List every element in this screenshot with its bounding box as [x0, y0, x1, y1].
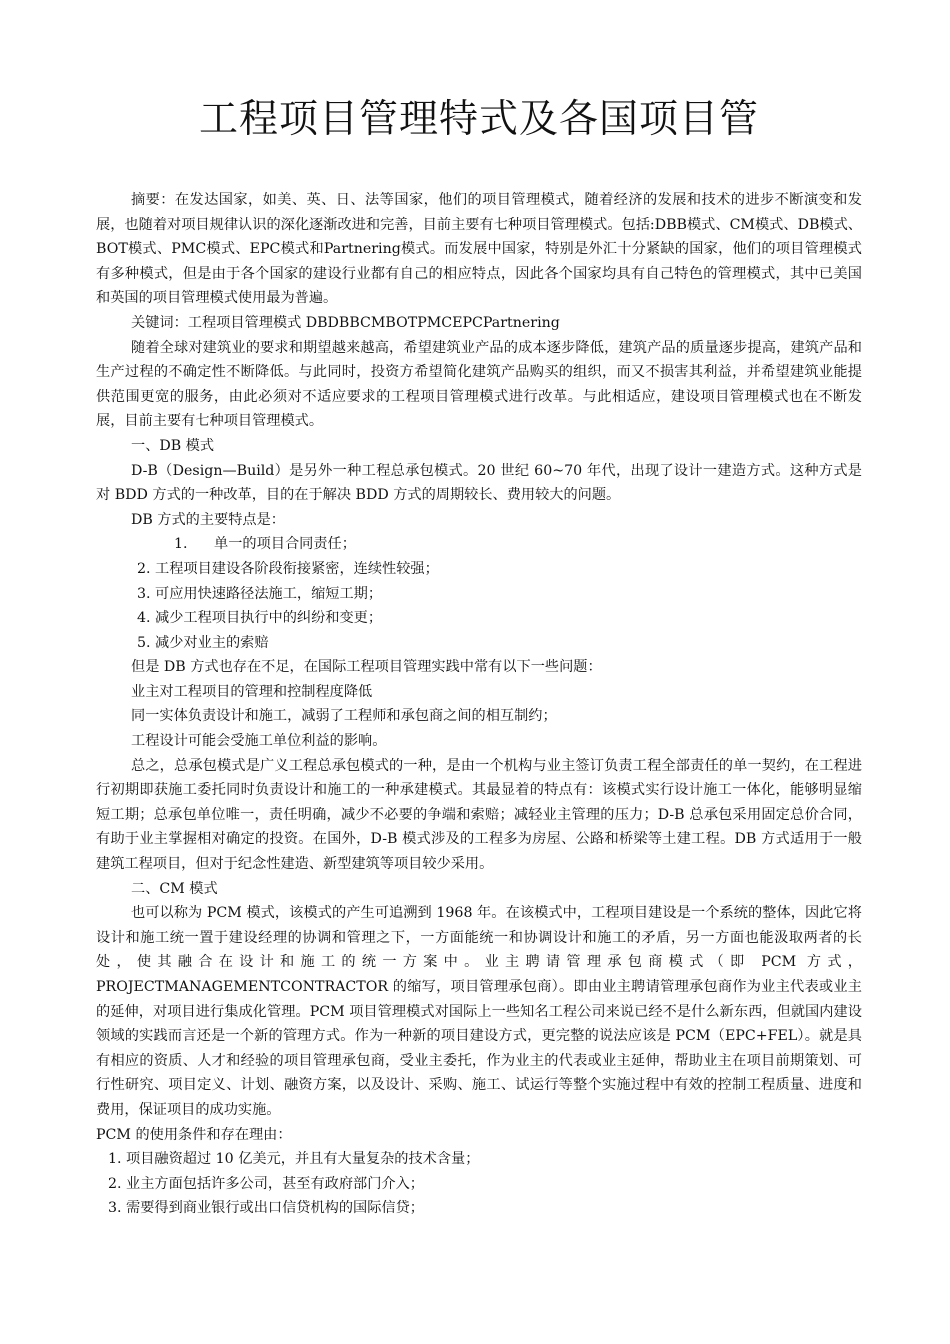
list-item: 3. 可应用快速路径法施工，缩短工期；	[137, 585, 383, 602]
list-item: 1. 项目融资超过 10 亿美元，并且有大量复杂的技术含量；	[108, 1151, 480, 1168]
intro-paragraph: 随着全球对建筑业的要求和期望越来越高，希望建筑业产品的成本逐步降低，建筑产品的质量逐步提高，建筑产品和生产过程的不确定性不断降低。与此同时，投资方希望简化建筑产品购买的组织，而又不损害其利益，并希望建筑业能提供范围更宽的服务，由此必须对不适应要求的工程项目管理模式进行改革。与此相适应，建设项目管理模式也在不断发展，目前主要有七种项目管理模式。	[96, 339, 862, 430]
list-item: 1. 单一的项目合同责任；	[174, 536, 356, 553]
list-item: 5. 减少对业主的索赔	[137, 634, 269, 651]
cm-conditions-intro: PCM 的使用条件和存在理由：	[96, 1126, 292, 1143]
list-item: 2. 业主方面包括许多公司，甚至有政府部门介入；	[108, 1175, 424, 1192]
document-page	[96, 94, 862, 1221]
cm-paragraph: 也可以称为 PCM 模式，该模式的产生可追溯到 1968 年。在该模式中，工程项目建设是一个系统的整体，因此它将设计和施工统一置于建设经理的协调和管理之下，一方面能统一和协调设计和施工的矛盾，另一方面也能汲取两者的长处，使其融合在设计和施工的统一方案中。业主聘请管理承包商模式（即 PCM 方式，PROJECTMANAGEMENTCONTRACTOR 的缩写，项目管理承包商）。即由业主聘请管理承包商作为业主代表或业主的延伸，对项目进行集成化管理。PCM 项目管理模式对国际上一些知名工程公司来说已经不是什么新东西，但就国内建设领域的实践而言还是一个新的管理方式。作为一种新的项目建设方式，更完整的说法应该是 PCM（EPC+FEL）。就是具有相应的资质、人才和经验的项目管理承包商，受业主委托，作为业主的代表或业主延伸，帮助业主在项目前期策划、可行性研究、项目定义、计划、融资方案，以及设计、采购、施工、试运行等整个实施过程中有效的控制工程质量、进度和费用，保证项目的成功实施。	[96, 905, 862, 1118]
abstract-paragraph: 摘要：在发达国家，如美、英、日、法等国家，他们的项目管理模式，随着经济的发展和技术的进步不断演变和发展，也随着对项目规律认识的深化逐渐改进和完善，目前主要有七种项目管理模式。包括:DBB模式、CM模式、DB模式、BOT模式、PMC模式、EPC模式和Partnering模式。而发展中国家，特别是外汇十分紧缺的国家，他们的项目管理模式有多种模式，但是由于各个国家的建设行业都有自己的相应特点，因此各个国家均具有自己特色的管理模式，其中已美国和英国的项目管理模式使用最为普遍。	[96, 192, 862, 307]
list-item: 同一实体负责设计和施工，减弱了工程师和承包商之间的相互制约；	[131, 708, 557, 725]
section-heading-db: 一、DB 模式	[131, 437, 215, 454]
list-item: 4. 减少工程项目执行中的纠纷和变更；	[137, 610, 383, 627]
page-title: 工程项目管理特式及各国项目管	[198, 97, 759, 142]
list-item: 3. 需要得到商业银行或出口信贷机构的国际信贷；	[108, 1200, 424, 1217]
db-problems-intro: 但是 DB 方式也存在不足，在国际工程项目管理实践中常有以下一些问题：	[131, 659, 602, 676]
list-item: 工程设计可能会受施工单位利益的影响。	[131, 733, 387, 750]
section-heading-cm: 二、CM 模式	[131, 880, 218, 897]
db-summary-paragraph: 总之，总承包模式是广义工程总承包模式的一种，是由一个机构与业主签订负责工程全部责任的单一契约，在工程进行初期即获施工委托同时负责设计和施工的一种承建模式。其最显着的特点有：该模式实行设计施工一体化，能够明显缩短工期；总承包单位唯一，责任明确，减少不必要的争端和索赔；减轻业主管理的压力；D-B 总承包采用固定总价合同，有助于业主掌握相对确定的投资。在国外，D-B 模式涉及的工程多为房屋、公路和桥梁等土建工程。DB 方式适用于一般建筑工程项目，但对于纪念性建造、新型建筑等项目较少采用。	[96, 757, 862, 873]
list-item: 2. 工程项目建设各阶段衔接紧密，连续性较强；	[137, 560, 439, 577]
list-item: 业主对工程项目的管理和控制程度降低	[131, 683, 373, 700]
keywords-line: 关键词：工程项目管理模式 DBDBBCMBOTPMCEPCPartnering	[131, 314, 560, 331]
db-features-intro: DB 方式的主要特点是：	[131, 511, 285, 528]
db-paragraph: D-B（Design—Build）是另外一种工程总承包模式。20 世纪 60~70 年代，出现了设计一建造方式。这种方式是对 BDD 方式的一种改革，目的在于解决 BDD 方式的周期较长、费用较大的问题。	[96, 462, 862, 504]
